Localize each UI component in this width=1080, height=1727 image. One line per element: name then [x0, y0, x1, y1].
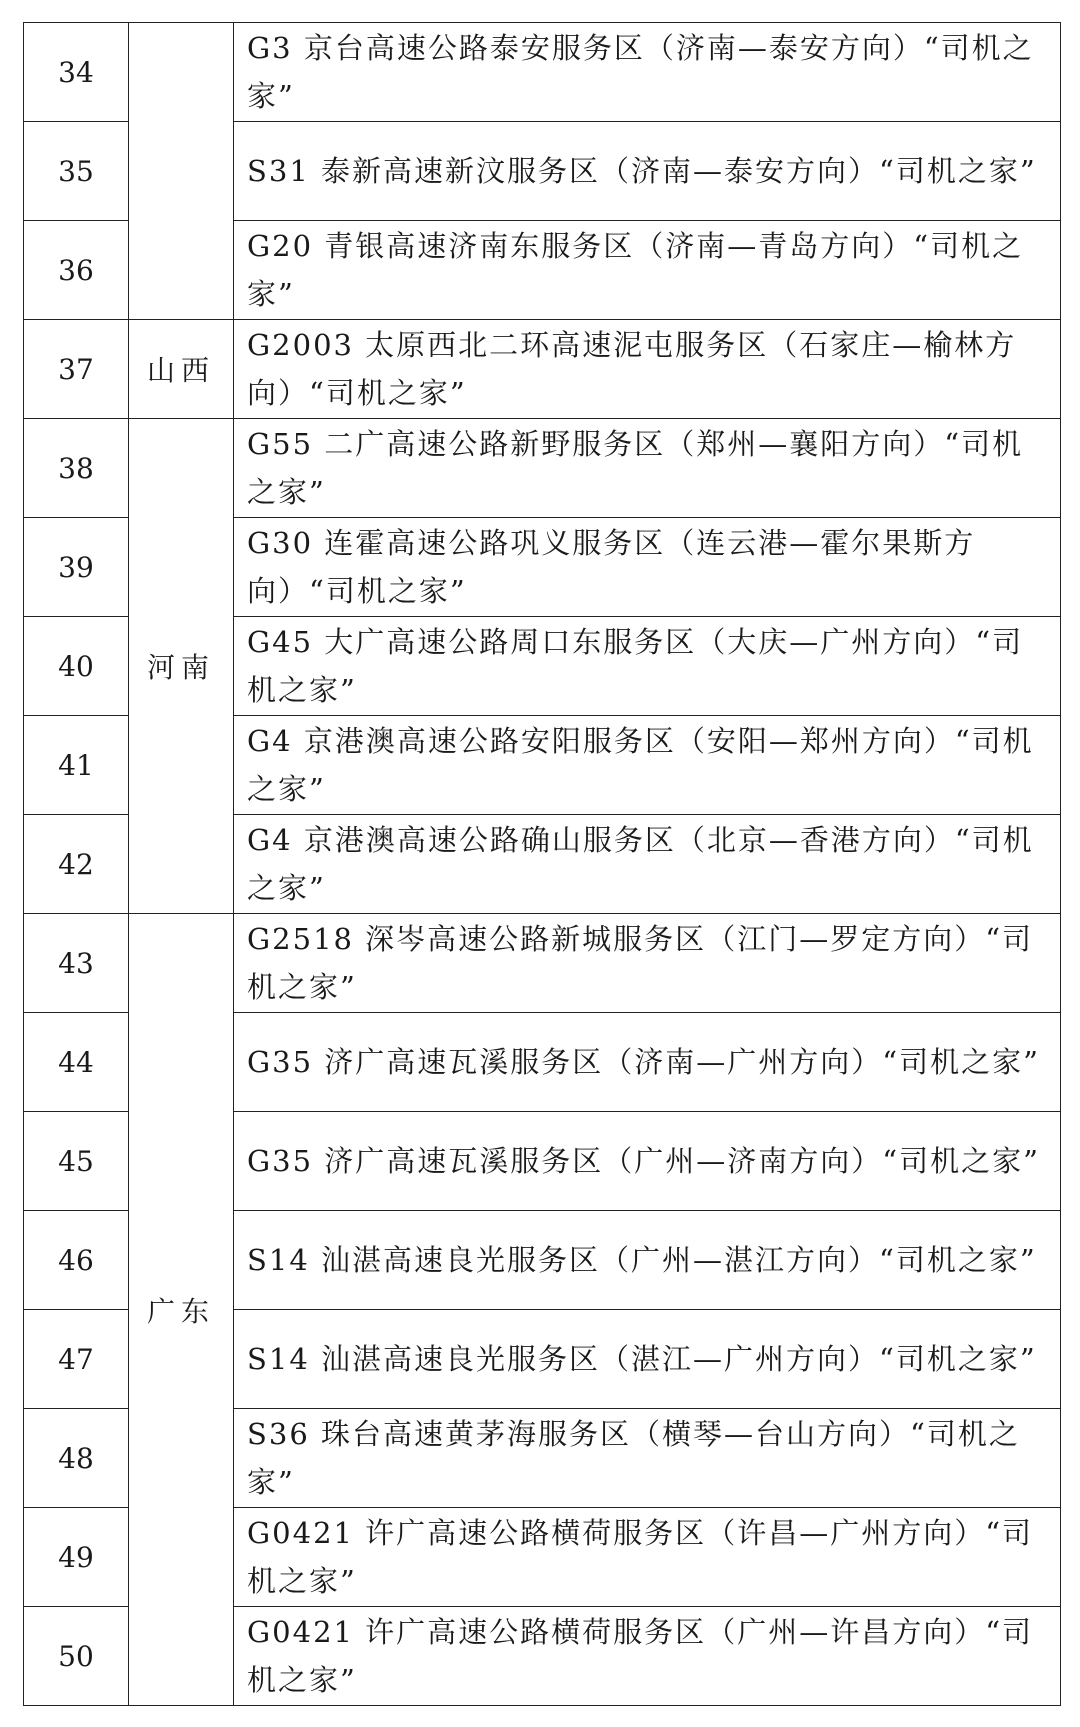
- row-number: 42: [24, 815, 129, 914]
- row-number: 39: [24, 518, 129, 617]
- province-cell-guangdong: 广东: [129, 914, 234, 1706]
- service-area-name: G35 济广高速瓦溪服务区（济南—广州方向）“司机之家”: [234, 1013, 1061, 1112]
- row-number: 43: [24, 914, 129, 1013]
- row-number: 35: [24, 122, 129, 221]
- service-area-name: G0421 许广高速公路横荷服务区（广州—许昌方向）“司机之家”: [234, 1607, 1061, 1706]
- row-number: 48: [24, 1409, 129, 1508]
- row-number: 44: [24, 1013, 129, 1112]
- row-number: 46: [24, 1211, 129, 1310]
- row-number: 47: [24, 1310, 129, 1409]
- service-area-table: [23, 22, 1061, 1706]
- service-area-name: G2518 深岑高速公路新城服务区（江门—罗定方向）“司机之家”: [234, 914, 1061, 1013]
- row-number: 34: [24, 23, 129, 122]
- service-area-name: G0421 许广高速公路横荷服务区（许昌—广州方向）“司机之家”: [234, 1508, 1061, 1607]
- table-row: [24, 23, 1061, 122]
- province-cell-shanxi: 山西: [129, 320, 234, 419]
- province-cell-henan: 河南: [129, 419, 234, 914]
- service-area-name: G20 青银高速济南东服务区（济南—青岛方向）“司机之家”: [234, 221, 1061, 320]
- service-area-table-container: [23, 22, 1038, 1706]
- province-cell: [129, 23, 234, 320]
- row-number: 37: [24, 320, 129, 419]
- row-number: 38: [24, 419, 129, 518]
- service-area-name: G35 济广高速瓦溪服务区（广州—济南方向）“司机之家”: [234, 1112, 1061, 1211]
- service-area-name: G4 京港澳高速公路确山服务区（北京—香港方向）“司机之家”: [234, 815, 1061, 914]
- row-number: 36: [24, 221, 129, 320]
- row-number: 41: [24, 716, 129, 815]
- row-number: 50: [24, 1607, 129, 1706]
- row-number: 40: [24, 617, 129, 716]
- row-number: 49: [24, 1508, 129, 1607]
- service-area-name: G30 连霍高速公路巩义服务区（连云港—霍尔果斯方向）“司机之家”: [234, 518, 1061, 617]
- service-area-name: G45 大广高速公路周口东服务区（大庆—广州方向）“司机之家”: [234, 617, 1061, 716]
- service-area-name: G3 京台高速公路泰安服务区（济南—泰安方向）“司机之家”: [234, 23, 1061, 122]
- service-area-name: S14 汕湛高速良光服务区（湛江—广州方向）“司机之家”: [234, 1310, 1061, 1409]
- service-area-name: G55 二广高速公路新野服务区（郑州—襄阳方向）“司机之家”: [234, 419, 1061, 518]
- table-row: [24, 914, 1061, 1013]
- service-area-name: S31 泰新高速新汶服务区（济南—泰安方向）“司机之家”: [234, 122, 1061, 221]
- table-row: [24, 419, 1061, 518]
- service-area-name: G4 京港澳高速公路安阳服务区（安阳—郑州方向）“司机之家”: [234, 716, 1061, 815]
- service-area-name: S36 珠台高速黄茅海服务区（横琴—台山方向）“司机之家”: [234, 1409, 1061, 1508]
- table-row: [24, 320, 1061, 419]
- service-area-name: S14 汕湛高速良光服务区（广州—湛江方向）“司机之家”: [234, 1211, 1061, 1310]
- row-number: 45: [24, 1112, 129, 1211]
- service-area-name: G2003 太原西北二环高速泥屯服务区（石家庄—榆林方向）“司机之家”: [234, 320, 1061, 419]
